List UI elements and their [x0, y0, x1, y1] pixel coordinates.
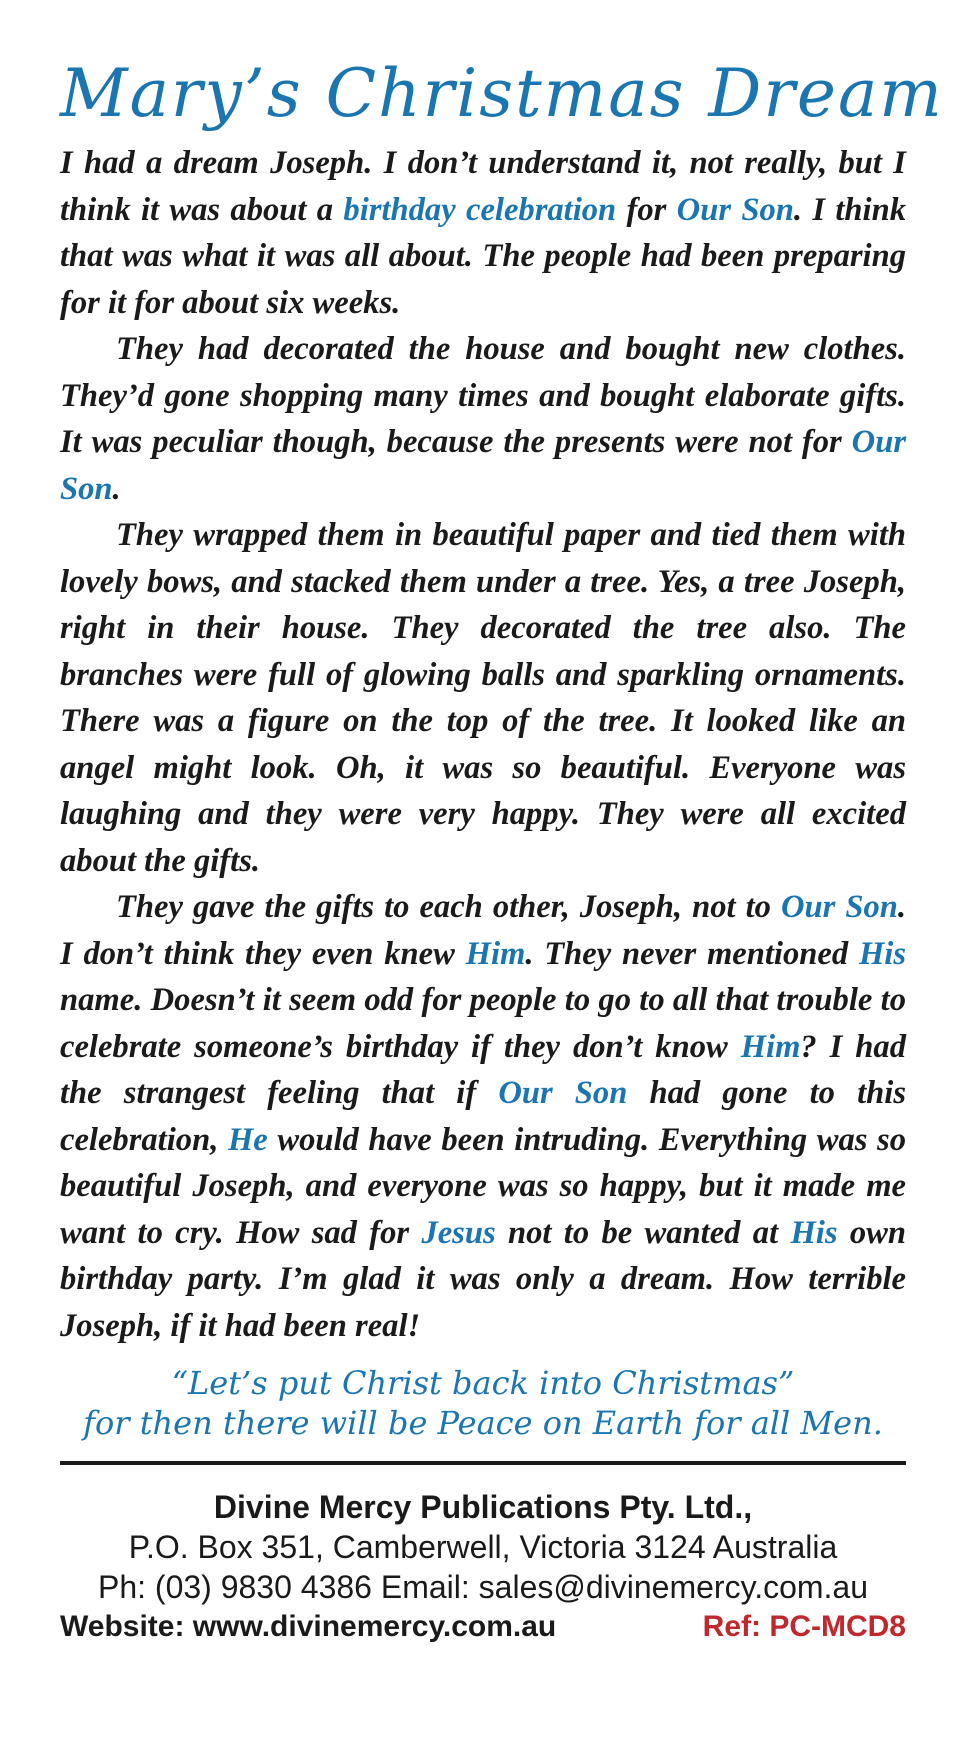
website-link[interactable]: Website: www.divinemercy.com.au [60, 1610, 557, 1643]
story-text-run: would have been intruding. Everything was so beautiful Joseph, and everyone was so happy, but it made me want to cry. How sad for [60, 1121, 906, 1251]
story-text-run: . I don’t think they even knew [60, 889, 907, 972]
story-text-run: They gave the gifts to each other, Joseph, not to [116, 889, 781, 925]
highlighted-word: Jesus [421, 1214, 496, 1251]
story-paragraph-2 [60, 326, 906, 512]
slogan-line-2: for then there will be Peace on Earth for all Men. [83, 1404, 883, 1442]
highlighted-word: birthday celebration [343, 191, 617, 228]
story-paragraph-3 [60, 512, 906, 884]
highlighted-word: Him [740, 1028, 801, 1065]
highlighted-word: His [858, 935, 907, 972]
highlighted-word: Our Son [60, 424, 906, 507]
story-text-run: I had a dream Joseph. I don’t understand it, not really, but I think it was about a [60, 145, 906, 228]
story-text-run: own birthday party. I’m glad it was only a dream. How terrible Joseph, if it had been real! [60, 1214, 906, 1344]
story-paragraph-1 [60, 140, 906, 326]
highlighted-word: Our Son [676, 191, 794, 228]
footer-bottom-row [60, 1607, 906, 1647]
slogan [60, 1363, 906, 1443]
story-text-run: . I think that was what it was all about. The people had been preparing for it for about six weeks. [60, 191, 906, 321]
story-text [60, 140, 906, 1349]
story-paragraph-4 [60, 884, 906, 1349]
reference-code: Ref: PC-MCD8 [702, 1610, 906, 1643]
publisher-address: P.O. Box 351, Camberwell, Victoria 3124 Australia [128, 1529, 838, 1565]
story-text-run: They had decorated the house and bought new clothes. They’d gone shopping many times and bought elaborate gifts. It was peculiar though, because the presents were not for [60, 331, 906, 460]
publisher-name: Divine Mercy Publications Pty. Ltd., [213, 1489, 753, 1525]
highlighted-word: Our Son [780, 889, 898, 925]
story-text-run: not to be wanted at [495, 1214, 791, 1251]
story-text-run: ? I had the strangest feeling that if [60, 1028, 907, 1111]
story-text-run: . They never mentioned [525, 935, 859, 972]
slogan-line-1: “Let’s put Christ back into Christmas” [171, 1364, 795, 1402]
highlighted-word: His [790, 1214, 838, 1251]
highlighted-word: Him [465, 935, 526, 972]
story-text-run: had gone to this celebration, [60, 1075, 906, 1158]
story-text-run: for [616, 191, 677, 228]
highlighted-word: He [227, 1121, 268, 1158]
story-text-run: name. Doesn’t it seem odd for people to go to all that trouble to celebrate someone’s birthday if they don’t know [60, 982, 906, 1065]
story-text-run: They wrapped them in beautiful paper and tied them with lovely bows, and stacked them under a tree. Yes, a tree Joseph, right in their house. They decorated the tree also. The branches were full of glowing balls and sparkling ornaments. There was a figure on the top of the tree. It looked like an angel might look. Oh, it was so beautiful. Everyone was laughing and they were very happy. They were all excited about the gifts. [60, 517, 906, 879]
publisher-footer [60, 1487, 906, 1647]
divider [60, 1461, 906, 1465]
highlighted-word: Our Son [498, 1075, 628, 1111]
publisher-contact: Ph: (03) 9830 4386 Email: sales@divinemercy.com.au [97, 1569, 869, 1605]
page-title: Mary’s Christmas Dream [60, 55, 944, 132]
story-text-run: . [112, 470, 121, 507]
